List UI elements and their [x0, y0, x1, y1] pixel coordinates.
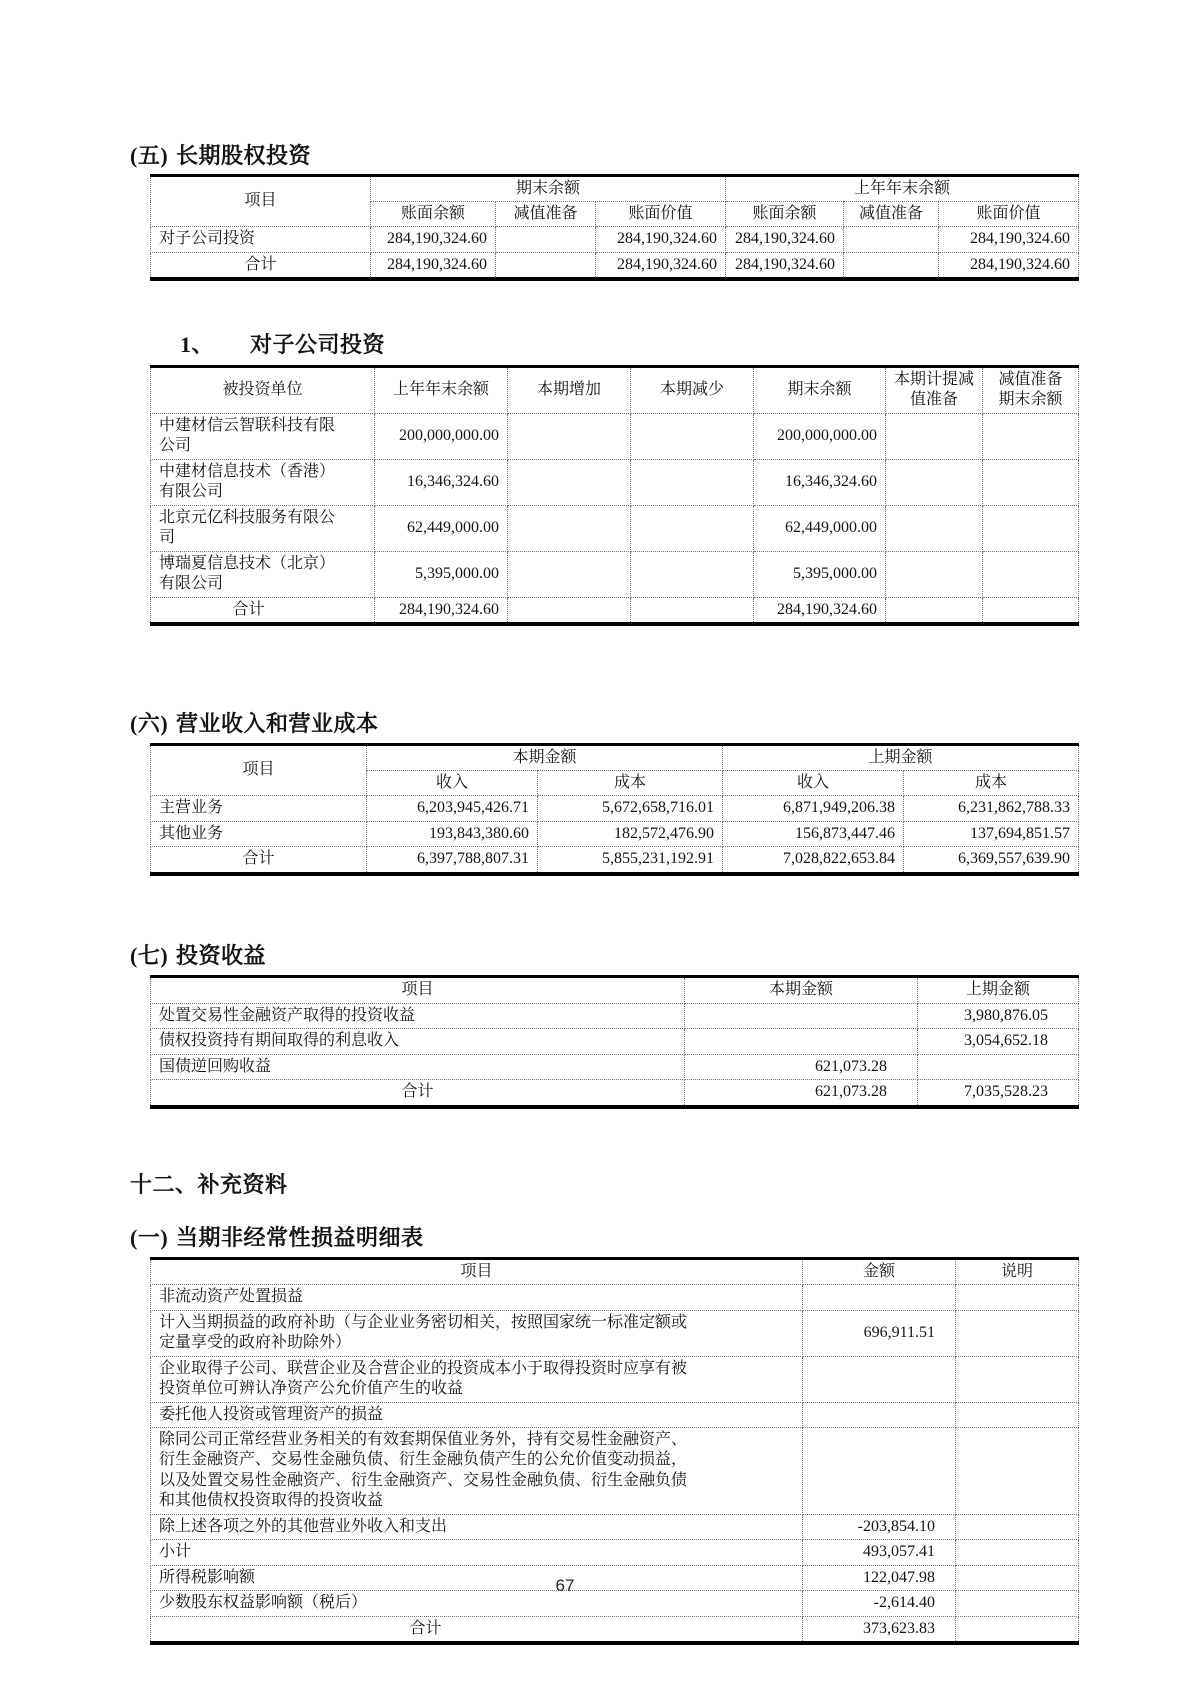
row-label: 北京元亿科技服务有限公司	[151, 505, 375, 551]
amount-cell: 6,369,557,639.90	[904, 847, 1079, 874]
amount-cell: 284,190,324.60	[939, 252, 1079, 279]
table-row	[151, 1428, 1079, 1515]
header-cell: 本期增加	[508, 366, 631, 413]
amount-cell: 621,073.28	[685, 1054, 918, 1079]
row-label: 合计	[151, 597, 375, 624]
note-cell	[956, 1402, 1079, 1427]
header-cell: 收入	[367, 771, 538, 796]
section-12-title: 补充资料	[197, 1171, 288, 1197]
note-cell	[956, 1356, 1079, 1402]
amount-cell: 156,873,447.46	[723, 821, 904, 846]
section-6-heading	[130, 710, 1200, 738]
amount-cell	[983, 597, 1079, 624]
row-label: 合计	[151, 1080, 685, 1107]
amount-cell	[631, 459, 754, 505]
amount-cell: 284,190,324.60	[726, 227, 844, 252]
row-label: 合计	[151, 847, 367, 874]
amount-cell	[983, 413, 1079, 459]
row-label: 计入当期损益的政府补助（与企业业务密切相关，按照国家统一标准定额或定量享受的政府补助除外）	[151, 1310, 803, 1356]
row-label: 中建材信云智联科技有限公司	[151, 413, 375, 459]
page-number: 67	[555, 1576, 575, 1595]
amount-cell	[886, 459, 983, 505]
table-total-row	[151, 252, 1079, 279]
amount-cell: 7,028,822,653.84	[723, 847, 904, 874]
table-row	[151, 413, 1079, 459]
amount-cell	[496, 252, 596, 279]
amount-cell	[508, 413, 631, 459]
amount-cell: 6,203,945,426.71	[367, 796, 538, 821]
amount-cell: 3,980,876.05	[918, 1003, 1079, 1028]
header-cell: 减值准备	[496, 201, 596, 226]
table-row	[151, 1029, 1079, 1054]
amount-cell	[508, 459, 631, 505]
row-label: 合计	[151, 252, 371, 279]
amount-cell: 137,694,851.57	[904, 821, 1079, 846]
amount-cell	[918, 1054, 1079, 1079]
table-row	[151, 1514, 1079, 1539]
table-total-row	[151, 1616, 1079, 1643]
amount-cell: 284,190,324.60	[596, 252, 726, 279]
amount-cell	[685, 1003, 918, 1028]
header-cell: 项目	[151, 977, 685, 1003]
section-12-1-heading	[130, 1224, 1200, 1252]
amount-cell	[983, 551, 1079, 597]
header-cell: 说明	[956, 1258, 1079, 1284]
amount-cell: 200,000,000.00	[375, 413, 508, 459]
table-row	[151, 1540, 1079, 1565]
section-7-title: 投资收益	[176, 942, 267, 968]
row-label: 小计	[151, 1540, 803, 1565]
amount-cell: 6,871,949,206.38	[723, 796, 904, 821]
header-cell: 项目	[151, 744, 367, 796]
row-label: 债权投资持有期间取得的利息收入	[151, 1029, 685, 1054]
amount-cell: 6,231,862,788.33	[904, 796, 1079, 821]
longterm-equity-table	[150, 174, 1079, 282]
amount-cell	[886, 597, 983, 624]
amount-cell: 200,000,000.00	[754, 413, 886, 459]
table-header-row	[151, 175, 1079, 201]
header-cell: 被投资单位	[151, 366, 375, 413]
amount-cell	[631, 505, 754, 551]
header-cell: 上年年末余额	[726, 175, 1079, 201]
section-12-1-title: 当期非经常性损益明细表	[176, 1225, 424, 1251]
amount-cell: 182,572,476.90	[538, 821, 723, 846]
header-cell: 收入	[723, 771, 904, 796]
table-header-row	[151, 366, 1079, 413]
amount-cell: 696,911.51	[803, 1310, 956, 1356]
table-total-row	[151, 847, 1079, 874]
header-cell: 期末余额	[371, 175, 726, 201]
amount-cell: 5,395,000.00	[375, 551, 508, 597]
row-label: 合计	[151, 1616, 803, 1643]
amount-cell: 284,190,324.60	[754, 597, 886, 624]
note-cell	[956, 1540, 1079, 1565]
header-cell: 账面价值	[596, 201, 726, 226]
amount-cell: 122,047.98	[803, 1565, 956, 1590]
header-cell: 金额	[803, 1258, 956, 1284]
amount-cell: 5,855,231,192.91	[538, 847, 723, 874]
amount-cell	[886, 551, 983, 597]
section-12-1-label: (一)	[130, 1225, 169, 1251]
row-label: 对子公司投资	[151, 227, 371, 252]
row-label: 少数股东权益影响额（税后）	[151, 1591, 803, 1616]
section-5-title: 长期股权投资	[176, 143, 312, 168]
amount-cell: 16,346,324.60	[754, 459, 886, 505]
amount-cell	[685, 1029, 918, 1054]
header-cell: 上期金额	[918, 977, 1079, 1003]
amount-cell: 62,449,000.00	[375, 505, 508, 551]
amount-cell	[631, 413, 754, 459]
amount-cell: 284,190,324.60	[939, 227, 1079, 252]
header-cell: 项目	[151, 175, 371, 227]
table-row	[151, 1003, 1079, 1028]
amount-cell	[508, 597, 631, 624]
amount-cell	[803, 1356, 956, 1402]
table-row	[151, 796, 1079, 821]
header-cell: 减值准备	[844, 201, 939, 226]
amount-cell: 493,057.41	[803, 1540, 956, 1565]
amount-cell: -203,854.10	[803, 1514, 956, 1539]
row-label: 所得税影响额	[151, 1565, 803, 1590]
note-cell	[956, 1428, 1079, 1515]
amount-cell: 5,672,658,716.01	[538, 796, 723, 821]
table-row	[151, 1402, 1079, 1427]
amount-cell	[983, 505, 1079, 551]
amount-cell	[886, 505, 983, 551]
amount-cell: 7,035,528.23	[918, 1080, 1079, 1107]
section-7-heading	[130, 942, 1200, 970]
header-cell: 项目	[151, 1258, 803, 1284]
table-header-row	[151, 1258, 1079, 1284]
header-cell: 账面余额	[371, 201, 496, 226]
header-cell: 上期金额	[723, 744, 1079, 770]
table-row	[151, 821, 1079, 846]
investment-income-table	[150, 975, 1079, 1108]
header-cell: 减值准备期末余额	[983, 366, 1079, 413]
table-row	[151, 459, 1079, 505]
section-5-1-heading	[180, 331, 1200, 359]
amount-cell	[496, 227, 596, 252]
note-cell	[956, 1285, 1079, 1310]
amount-cell: 284,190,324.60	[371, 227, 496, 252]
header-cell: 账面价值	[939, 201, 1079, 226]
section-5-heading	[130, 142, 1200, 170]
table-row	[151, 1054, 1079, 1079]
table-header-row	[151, 744, 1079, 770]
amount-cell	[844, 227, 939, 252]
amount-cell: -2,614.40	[803, 1591, 956, 1616]
section-5-1-label: 1、	[180, 332, 215, 358]
note-cell	[956, 1616, 1079, 1643]
header-cell: 本期金额	[367, 744, 723, 770]
section-5-1-title: 对子公司投资	[250, 332, 386, 358]
amount-cell	[508, 505, 631, 551]
section-6-title: 营业收入和营业成本	[176, 711, 379, 737]
row-label: 除同公司正常经营业务相关的有效套期保值业务外，持有交易性金融资产、衍生金融资产、交易性金融负债、衍生金融负债产生的公允价值变动损益，以及处置交易性金融资产、衍生金融资产、交易性金融负债、衍生金融负债和其他债权投资取得的投资收益	[151, 1428, 803, 1515]
row-label: 企业取得子公司、联营企业及合营企业的投资成本小于取得投资时应享有被投资单位可辨认净资产公允价值产生的收益	[151, 1356, 803, 1402]
revenue-cost-table	[150, 743, 1079, 876]
amount-cell	[508, 551, 631, 597]
table-total-row	[151, 1080, 1079, 1107]
amount-cell: 621,073.28	[685, 1080, 918, 1107]
table-header-row	[151, 977, 1079, 1003]
row-label: 除上述各项之外的其他营业外收入和支出	[151, 1514, 803, 1539]
header-cell: 本期计提减值准备	[886, 366, 983, 413]
amount-cell	[803, 1428, 956, 1515]
table-total-row	[151, 597, 1079, 624]
note-cell	[956, 1310, 1079, 1356]
row-label: 博瑞夏信息技术（北京）有限公司	[151, 551, 375, 597]
row-label: 主营业务	[151, 796, 367, 821]
amount-cell	[886, 413, 983, 459]
table-row	[151, 1310, 1079, 1356]
row-label: 中建材信息技术（香港）有限公司	[151, 459, 375, 505]
amount-cell	[631, 597, 754, 624]
amount-cell: 3,054,652.18	[918, 1029, 1079, 1054]
table-row	[151, 505, 1079, 551]
amount-cell: 16,346,324.60	[375, 459, 508, 505]
amount-cell: 284,190,324.60	[371, 252, 496, 279]
table-row	[151, 1356, 1079, 1402]
header-cell: 成本	[904, 771, 1079, 796]
header-cell: 账面余额	[726, 201, 844, 226]
header-cell: 本期减少	[631, 366, 754, 413]
amount-cell: 6,397,788,807.31	[367, 847, 538, 874]
table-row	[151, 551, 1079, 597]
header-cell: 期末余额	[754, 366, 886, 413]
section-12-label: 十二、	[130, 1171, 198, 1197]
amount-cell: 373,623.83	[803, 1616, 956, 1643]
amount-cell	[631, 551, 754, 597]
header-cell: 上年年末余额	[375, 366, 508, 413]
amount-cell	[983, 459, 1079, 505]
subsidiary-investment-table	[150, 365, 1079, 626]
row-label: 处置交易性金融资产取得的投资收益	[151, 1003, 685, 1028]
section-7-label: (七)	[130, 942, 169, 968]
table-row	[151, 227, 1079, 252]
header-cell: 成本	[538, 771, 723, 796]
row-label: 委托他人投资或管理资产的损益	[151, 1402, 803, 1427]
amount-cell: 62,449,000.00	[754, 505, 886, 551]
row-label: 国债逆回购收益	[151, 1054, 685, 1079]
header-cell: 本期金额	[685, 977, 918, 1003]
amount-cell: 193,843,380.60	[367, 821, 538, 846]
section-12-heading	[130, 1171, 1200, 1199]
row-label: 非流动资产处置损益	[151, 1285, 803, 1310]
amount-cell	[844, 252, 939, 279]
amount-cell: 5,395,000.00	[754, 551, 886, 597]
section-6-label: (六)	[130, 711, 169, 737]
note-cell	[956, 1514, 1079, 1539]
amount-cell: 284,190,324.60	[596, 227, 726, 252]
amount-cell: 284,190,324.60	[726, 252, 844, 279]
row-label: 其他业务	[151, 821, 367, 846]
amount-cell	[803, 1402, 956, 1427]
table-row	[151, 1285, 1079, 1310]
amount-cell	[803, 1285, 956, 1310]
amount-cell: 284,190,324.60	[375, 597, 508, 624]
section-5-label: (五)	[130, 143, 169, 168]
